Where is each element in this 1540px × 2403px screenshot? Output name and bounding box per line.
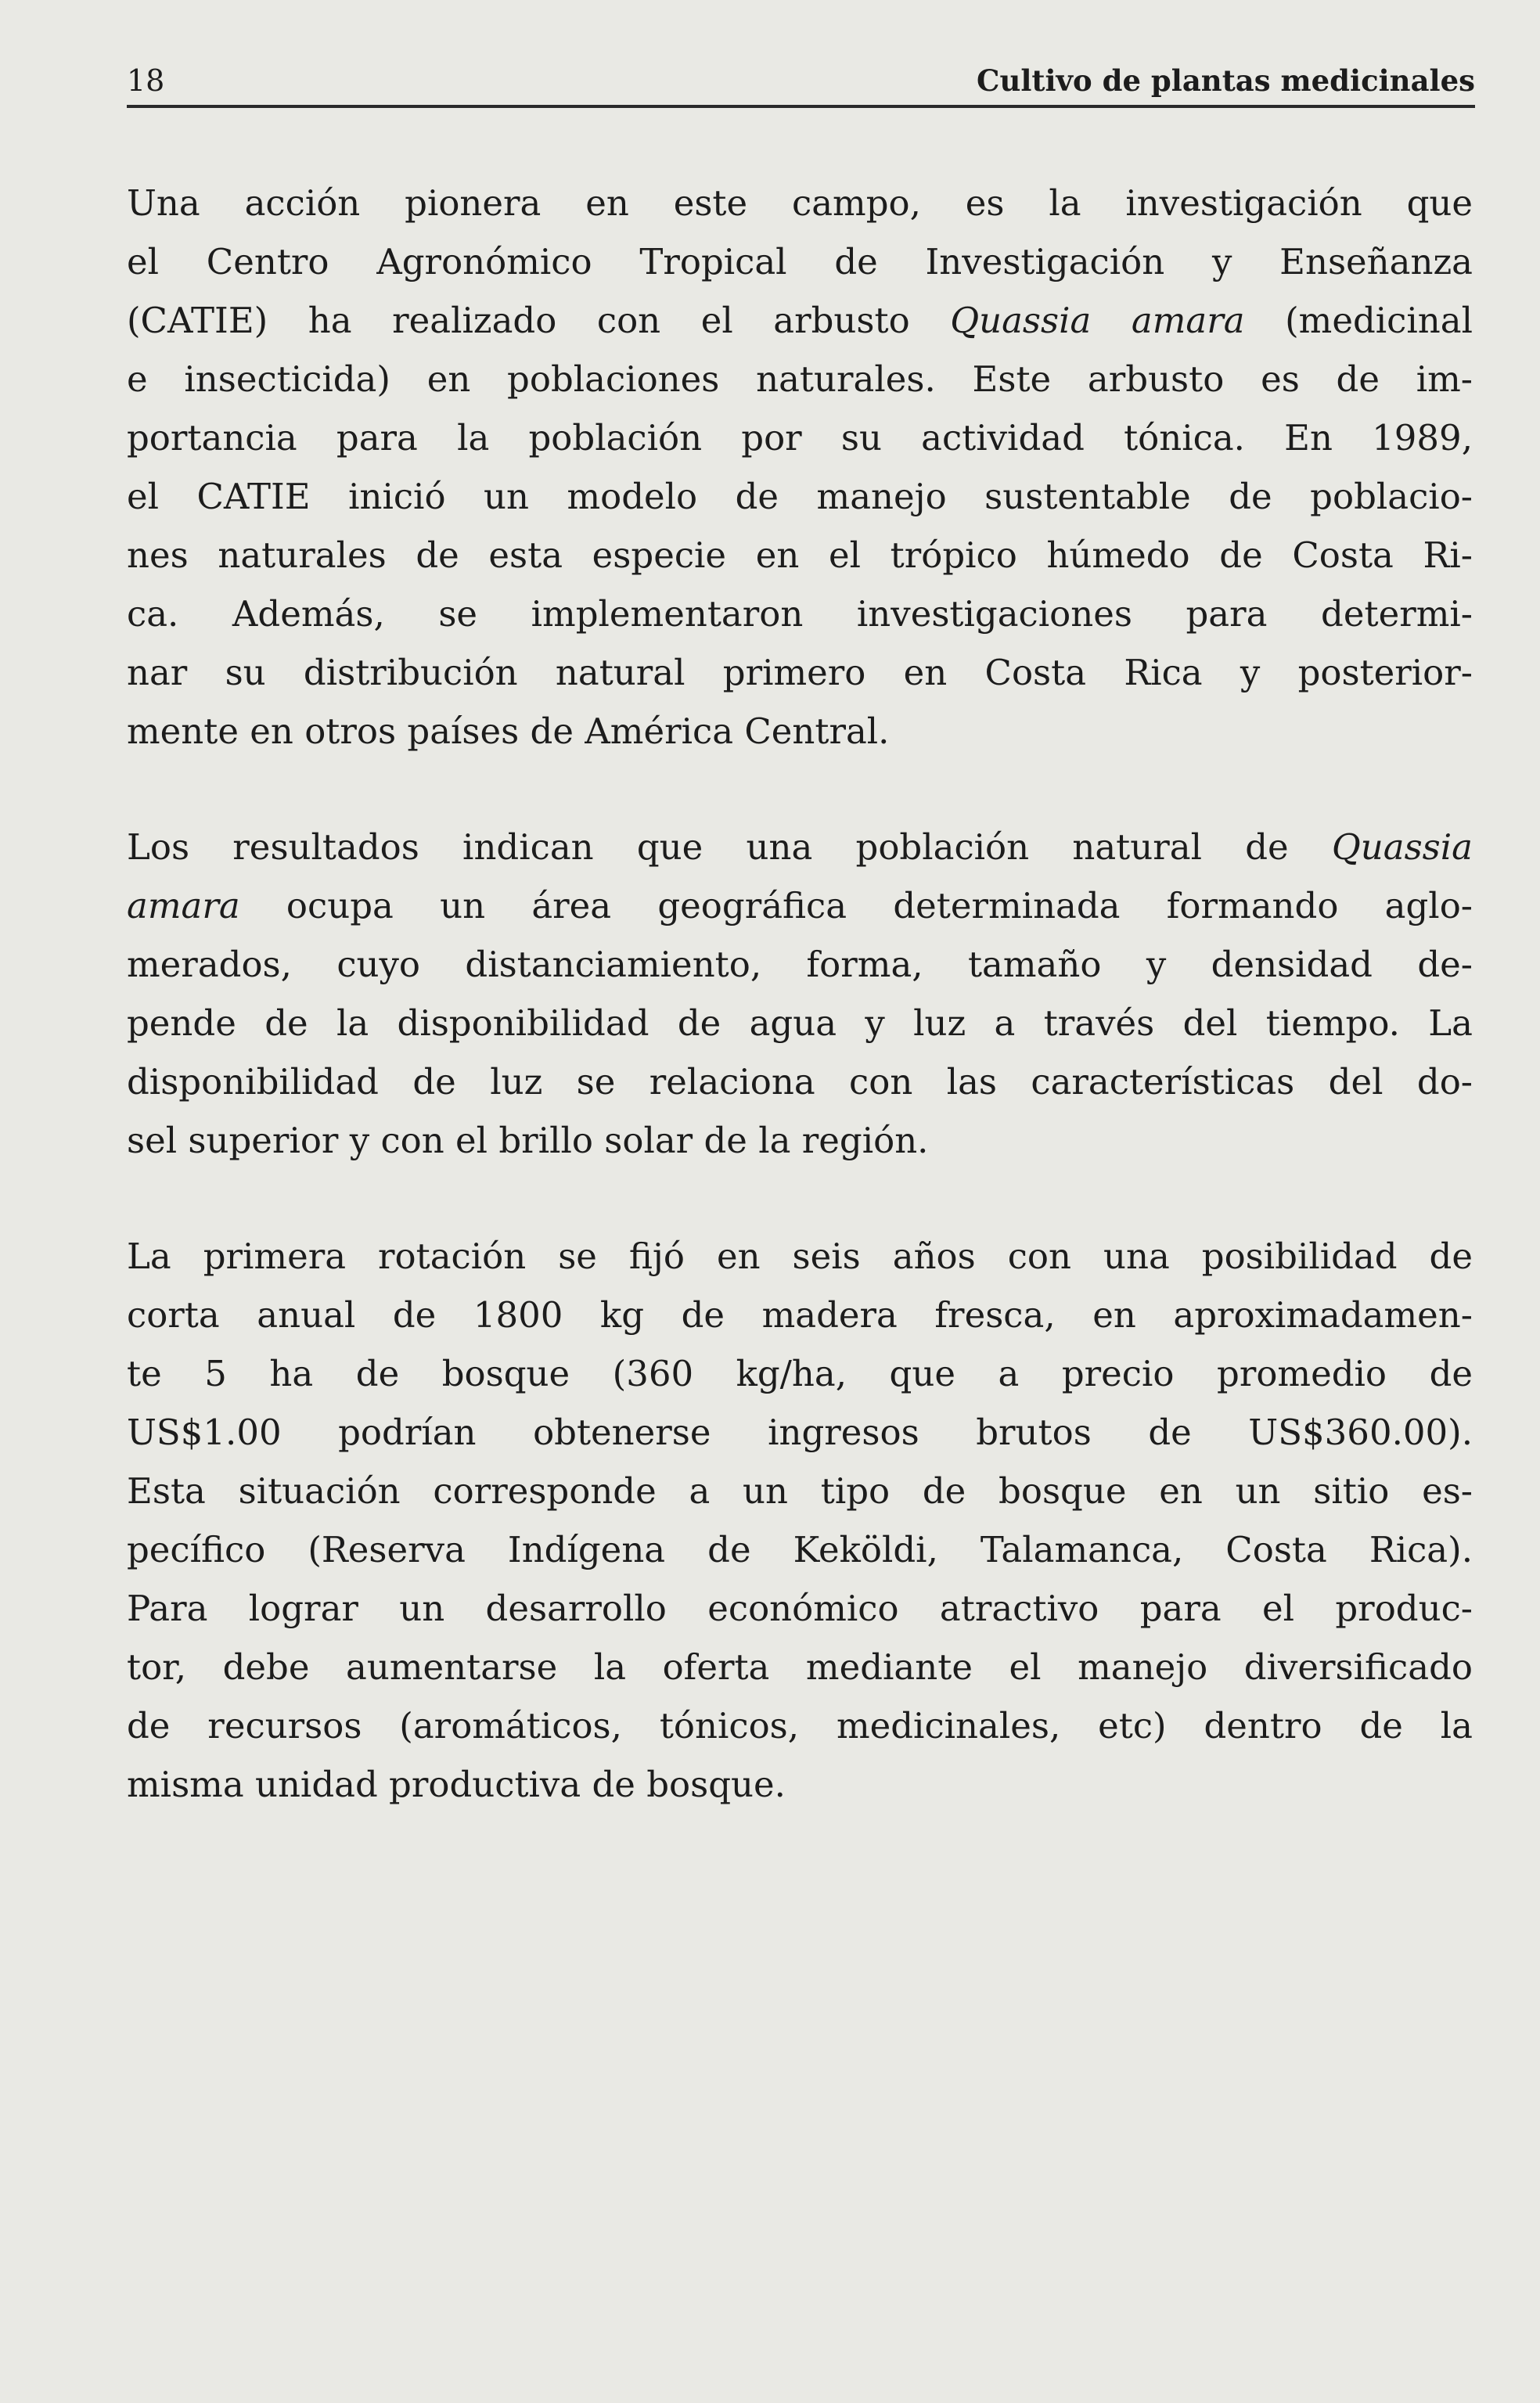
running-title: Cultivo de plantas medicinales — [977, 63, 1475, 98]
text-line: disponibilidad de luz se relaciona con las características del do- — [127, 1061, 1473, 1103]
paragraph — [127, 1227, 1473, 1814]
text-line: e insecticida) en poblaciones naturales. Este arbusto es de im- — [127, 358, 1473, 400]
text-line: te 5 ha de bosque (360 kg/ha, que a precio promedio de — [127, 1353, 1473, 1394]
text-line: el CATIE inició un modelo de manejo sustentable de poblacio- — [127, 476, 1473, 517]
text-run: (medicinal — [1244, 300, 1473, 341]
text-line: Una acción pionera en este campo, es la investigación que — [127, 182, 1473, 224]
text-line: misma unidad productiva de bosque. — [127, 1764, 786, 1805]
text-line: pecífico (Reserva Indígena de Keköldi, Talamanca, Costa Rica). — [127, 1529, 1473, 1570]
text-line — [127, 818, 1473, 876]
text-line: pende de la disponibilidad de agua y luz a través del tiempo. La — [127, 1002, 1473, 1044]
text-line: Para lograr un desarrollo económico atractivo para el produc- — [127, 1588, 1473, 1629]
paragraph — [127, 818, 1473, 1170]
text-line: ca. Además, se implementaron investigaciones para determi- — [127, 593, 1473, 635]
text-line: portancia para la población por su actividad tónica. En 1989, — [127, 417, 1473, 459]
body-text — [127, 174, 1473, 1871]
text-line: nes naturales de esta especie en el trópico húmedo de Costa Ri- — [127, 534, 1473, 576]
text-line: de recursos (aromáticos, tónicos, medicinales, etc) dentro de la — [127, 1705, 1473, 1746]
text-line: tor, debe aumentarse la oferta mediante el manejo diversificado — [127, 1646, 1473, 1688]
header-rule — [127, 105, 1475, 108]
text-line — [127, 876, 1473, 935]
page-header — [127, 59, 1475, 105]
text-run: Los resultados indican que una población natural de — [127, 826, 1332, 868]
text-line: Esta situación corresponde a un tipo de bosque en un sitio es- — [127, 1470, 1473, 1512]
text-line: sel superior y con el brillo solar de la región. — [127, 1120, 929, 1161]
species-name: amara — [127, 885, 240, 926]
text-run: (CATIE) ha realizado con el arbusto — [127, 300, 951, 341]
text-line: merados, cuyo distanciamiento, forma, tamaño y densidad de- — [127, 944, 1473, 985]
text-line: mente en otros países de América Central. — [127, 710, 890, 752]
species-name: Quassia — [1331, 826, 1473, 868]
text-line: La primera rotación se fijó en seis años con una posibilidad de — [127, 1236, 1473, 1277]
paragraph — [127, 174, 1473, 761]
species-name: Quassia amara — [950, 300, 1245, 341]
text-line: el Centro Agronómico Tropical de Investigación y Enseñanza — [127, 241, 1473, 282]
text-line: corta anual de 1800 kg de madera fresca, en aproximadamen- — [127, 1294, 1473, 1336]
text-line: nar su distribución natural primero en Costa Rica y posterior- — [127, 652, 1473, 693]
text-run: ocupa un área geográfica determinada formando aglo- — [239, 885, 1473, 926]
page-number: 18 — [127, 63, 165, 98]
text-line: US$1.00 podrían obtenerse ingresos brutos de US$360.00). — [127, 1412, 1473, 1453]
text-line — [127, 291, 1473, 350]
